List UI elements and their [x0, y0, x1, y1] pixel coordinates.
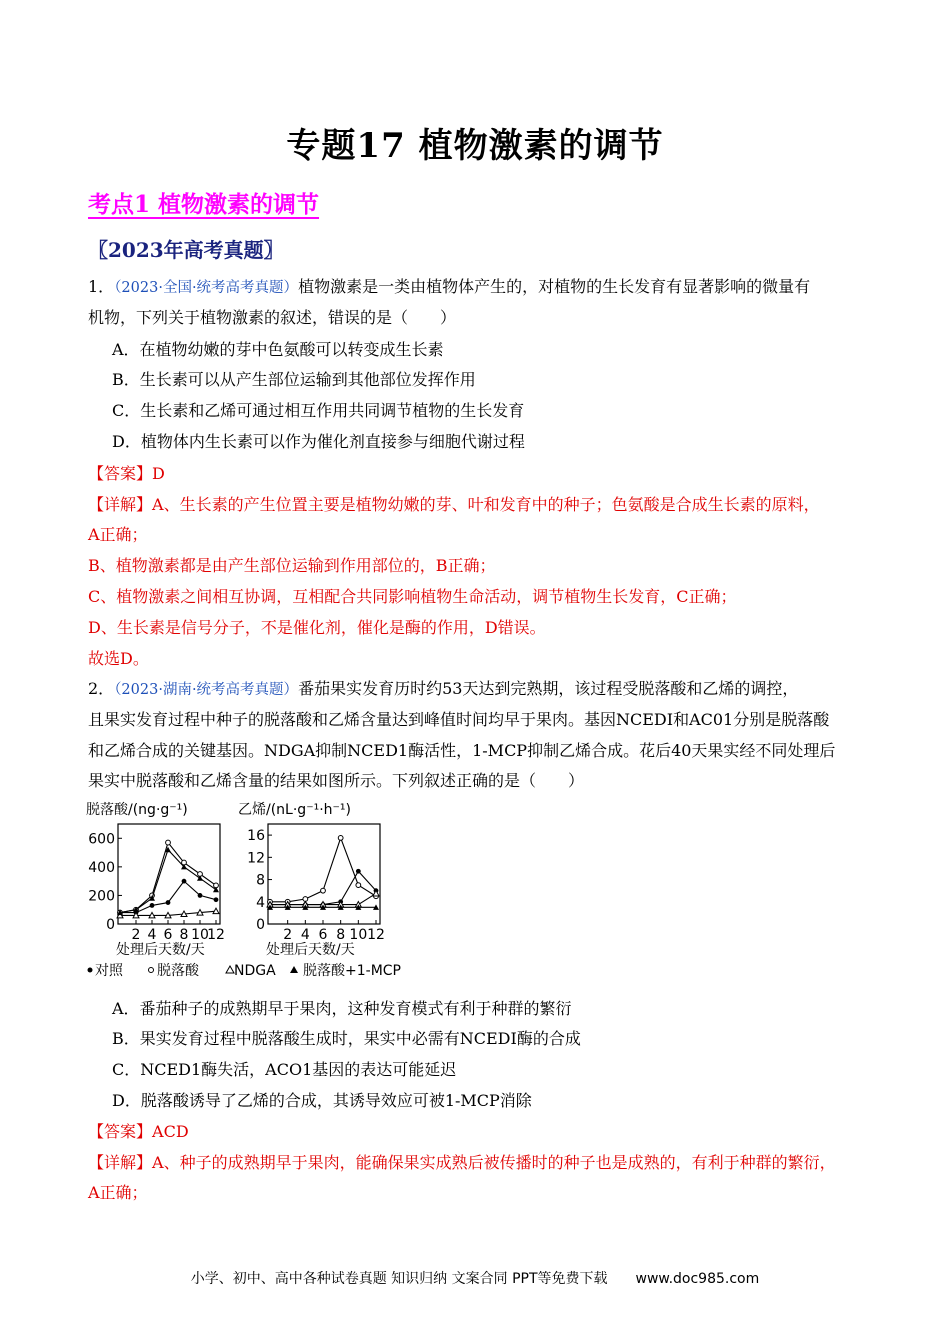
data-point	[338, 835, 343, 840]
footer: 小学、初中、高中各种试卷真题 知识归纳 文案合同 PPT等免费下载 www.doc985.com	[190, 1271, 760, 1287]
q1-option-c: C．生长素和乙烯可通过相互作用共同调节植物的生长发育	[112, 401, 525, 420]
x-tick-label: 12	[367, 927, 385, 943]
x-tick-label: 4	[300, 927, 310, 943]
answer-value: ACD	[152, 1122, 189, 1141]
x-tick-label: 4	[147, 927, 157, 943]
q2-explanation	[88, 1152, 836, 1174]
data-point	[356, 883, 361, 888]
legend-ndga: NDGA	[234, 963, 276, 979]
question-number: 2．	[88, 679, 115, 698]
x-tick-label: 8	[336, 927, 346, 943]
x-tick-label: 10	[349, 927, 368, 943]
document-title: 专题17 植物激素的调节	[286, 126, 664, 166]
explain-tag: 【详解】	[88, 1153, 153, 1172]
q1-answer	[88, 463, 165, 485]
y-tick-label: 12	[247, 850, 265, 867]
year-heading: 〖2023年高考真题〗	[88, 238, 284, 262]
q2-answer	[88, 1121, 189, 1143]
legend-marker-aba	[149, 968, 154, 973]
explain-tag: 【详解】	[88, 495, 153, 514]
data-point	[198, 893, 203, 898]
chart2-title: 乙烯/(nL·g⁻¹·h⁻¹)	[238, 802, 351, 818]
legend-control: 对照	[95, 963, 123, 979]
q1-option-a: A．在植物幼嫩的芽中色氨酸可以转变成生长素	[112, 340, 444, 359]
y-tick-label: 16	[247, 828, 265, 845]
question-2-stem-cont: 且果实发育过程中种子的脱落酸和乙烯含量达到峰值时间均早于果肉。基因NCEDI和AC01分别是脱落酸	[88, 710, 830, 729]
explain-line: C、植物激素之间相互协调，互相配合共同影响植物生命活动，调节植物生长发育，C正确；	[88, 587, 737, 606]
explain-line: A、生长素的产生位置主要是植物幼嫩的芽、叶和发育中的种子；色氨酸是合成生长素的原料，	[152, 495, 820, 514]
x-tick-label: 2	[131, 927, 141, 943]
x-tick-label: 6	[163, 927, 173, 943]
data-point	[166, 840, 171, 845]
question-text: 植物激素是一类由植物体产生的，对植物的生长发育有显著影响的微量有	[298, 277, 811, 296]
y-tick-label: 400	[88, 859, 115, 876]
question-1-stem-cont: 机物，下列关于植物激素的叙述，错误的是（ ）	[88, 308, 457, 327]
q2-option-d: D．脱落酸诱导了乙烯的合成，其诱导效应可被1-MCP消除	[112, 1091, 532, 1110]
legend-aba-mcp: 脱落酸+1-MCP	[303, 963, 401, 979]
x-tick-label: 10	[191, 927, 209, 943]
data-point	[321, 888, 326, 893]
data-point	[214, 897, 219, 902]
explain-line: 故选D。	[88, 649, 149, 668]
data-point	[166, 900, 171, 905]
section-heading: 考点1 植物激素的调节	[88, 191, 320, 218]
data-point	[150, 903, 155, 908]
data-point	[182, 879, 187, 884]
question-text: 番茄果实发育历时约53天达到完熟期，该过程受脱落酸和乙烯的调控，	[298, 679, 799, 698]
x-tick-label: 6	[318, 927, 328, 943]
x-tick-label: 2	[283, 927, 293, 943]
chart1-xlabel: 处理后天数/天	[116, 942, 205, 958]
answer-value: D	[152, 464, 165, 483]
question-2-stem	[88, 678, 798, 701]
legend-marker-ndga	[226, 966, 234, 973]
chart2-ethylene	[247, 824, 385, 943]
chart-legend	[88, 963, 402, 979]
q1-explanation	[88, 494, 820, 516]
y-tick-label: 0	[106, 917, 115, 933]
chart1-aba	[88, 824, 225, 943]
question-number: 1．	[88, 277, 115, 296]
y-tick-label: 4	[256, 894, 265, 911]
legend-aba: 脱落酸	[157, 963, 199, 979]
question-2-stem-cont: 果实中脱落酸和乙烯含量的结果如图所示。下列叙述正确的是（ ）	[88, 771, 585, 790]
explain-line: B、植物激素都是由产生部位运输到作用部位的，B正确；	[88, 556, 496, 575]
x-tick-label: 8	[179, 927, 189, 943]
explain-line: A、种子的成熟期早于果肉，能确保果实成熟后被传播时的种子也是成熟的，有利于种群的繁衍，	[152, 1153, 836, 1172]
q2-option-b: B．果实发育过程中脱落酸生成时，果实中必需有NCEDI酶的合成	[112, 1029, 581, 1048]
q1-option-b: B．生长素可以从产生部位运输到其他部位发挥作用	[112, 370, 476, 389]
chart2-xlabel: 处理后天数/天	[266, 942, 355, 958]
question-source: （2023·湖南·统考高考真题）	[114, 682, 299, 698]
x-tick-label: 12	[207, 927, 225, 943]
explain-line: A正确；	[88, 525, 148, 544]
question-2-stem-cont: 和乙烯合成的关键基因。NDGA抑制NCED1酶活性，1-MCP抑制乙烯合成。花后40天果实经不同处理后	[88, 741, 836, 760]
explain-line: A正确；	[88, 1183, 148, 1202]
hormone-charts	[84, 796, 424, 982]
question-1-stem	[88, 276, 810, 299]
q2-option-c: C．NCED1酶失活，ACO1基因的表达可能延迟	[112, 1060, 457, 1079]
legend-marker-control	[88, 968, 93, 973]
explain-line: D、生长素是信号分子，不是催化剂，催化是酶的作用，D错误。	[88, 618, 546, 637]
question-source: （2023·全国·统考高考真题）	[114, 280, 299, 296]
q2-option-a: A．番茄种子的成熟期早于果肉，这种发育模式有利于种群的繁衍	[112, 999, 572, 1018]
y-tick-label: 600	[88, 831, 115, 848]
legend-marker-aba-mcp	[290, 966, 298, 973]
answer-tag: 【答案】	[88, 464, 153, 483]
y-tick-label: 0	[256, 917, 265, 933]
data-point	[356, 869, 361, 874]
y-tick-label: 8	[256, 872, 265, 889]
q1-option-d: D．植物体内生长素可以作为催化剂直接参与细胞代谢过程	[112, 432, 525, 451]
chart1-title: 脱落酸/(ng·g⁻¹)	[86, 802, 188, 818]
answer-tag: 【答案】	[88, 1122, 153, 1141]
y-tick-label: 200	[88, 888, 115, 905]
